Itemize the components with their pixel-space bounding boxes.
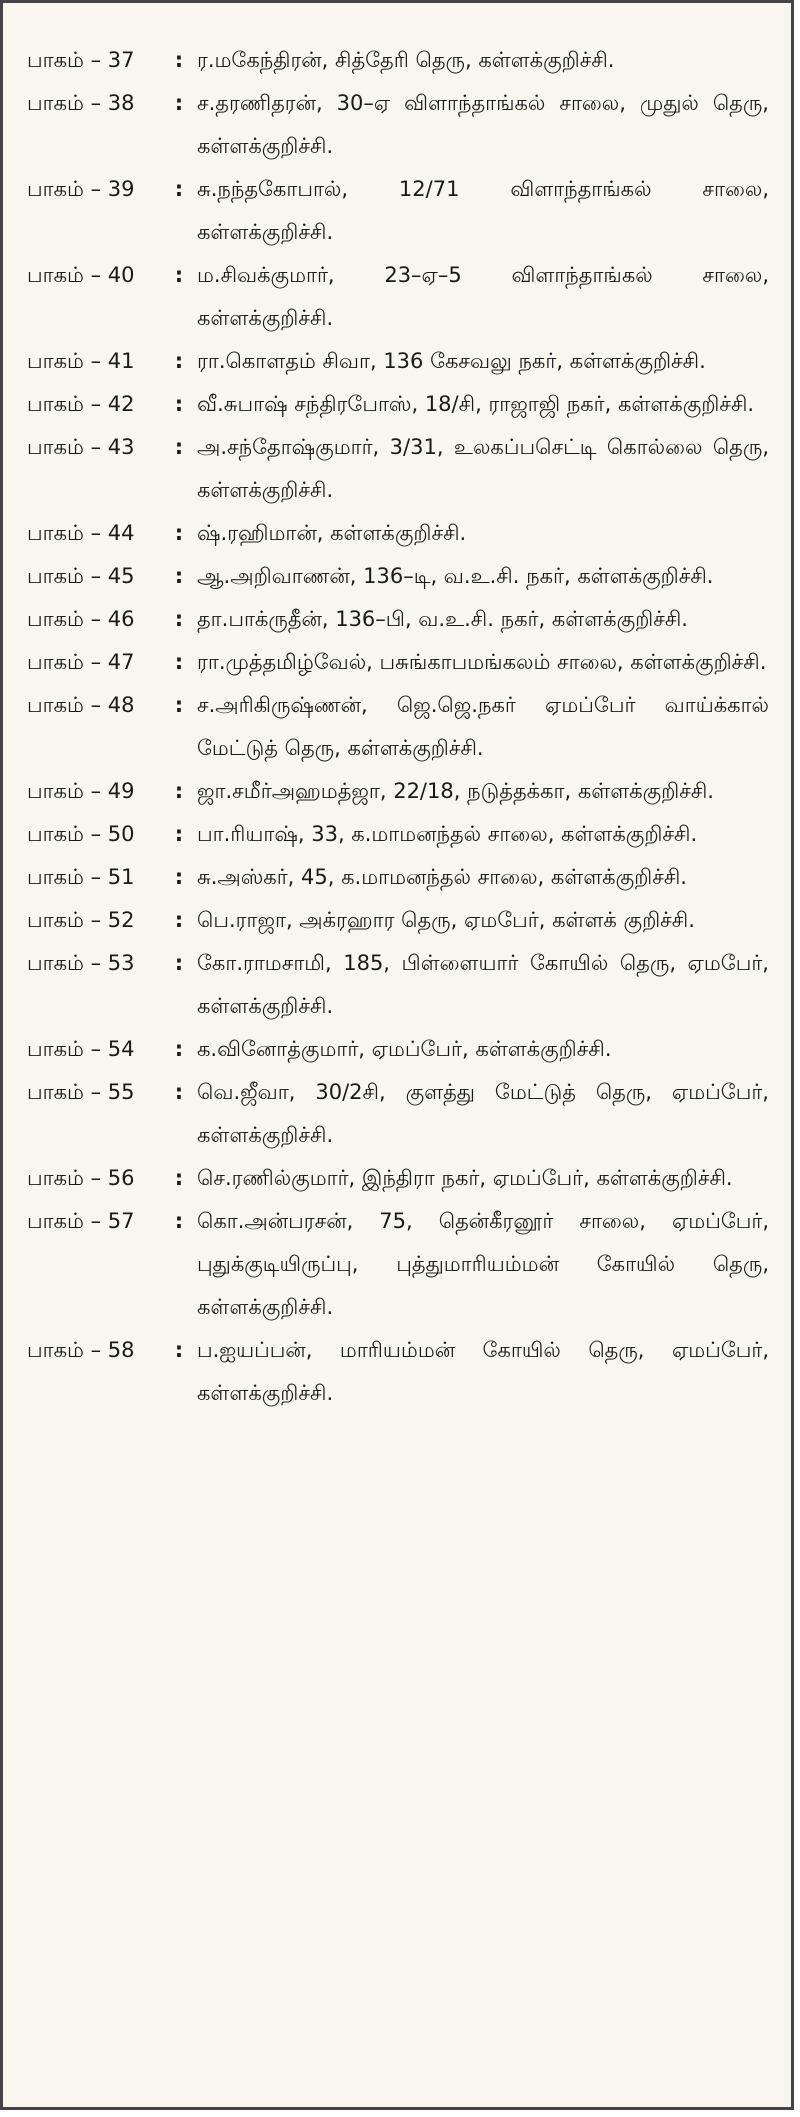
part-number: பாகம் – 41 — [27, 349, 135, 373]
list-item — [27, 684, 777, 770]
person-address: ரா.கொளதம் சிவா, 136 கேசவலு நகர், கள்ளக்குறிச்சி. — [197, 349, 706, 373]
separator: : — [174, 822, 184, 846]
list-item — [27, 82, 777, 168]
list-item — [27, 899, 777, 942]
person-address: ஷ்.ரஹிமான், கள்ளக்குறிச்சி. — [197, 521, 467, 545]
part-number: பாகம் – 52 — [27, 908, 135, 932]
separator: : — [174, 607, 184, 631]
part-number: பாகம் – 56 — [27, 1166, 135, 1190]
separator: : — [174, 908, 184, 932]
person-address: வெ.ஜீவா, 30/2சி, குளத்து மேட்டுத் தெரு, ஏமப்பேர், கள்ளக்குறிச்சி. — [197, 1080, 769, 1147]
part-number: பாகம் – 55 — [27, 1080, 135, 1104]
list-item — [27, 254, 777, 340]
separator: : — [174, 650, 184, 674]
list-item — [27, 856, 777, 899]
person-address: சு.நந்தகோபால், 12/71 விளாந்தாங்கல் சாலை, கள்ளக்குறிச்சி. — [197, 177, 769, 244]
separator: : — [174, 177, 184, 201]
separator: : — [174, 349, 184, 373]
person-address: ச.அரிகிருஷ்ணன், ஜெ.ஜெ.நகர் ஏமப்பேர் வாய்க்கால் மேட்டுத் தெரு, கள்ளக்குறிச்சி. — [197, 693, 769, 760]
person-address: பெ.ராஜா, அக்ரஹார தெரு, ஏமபேர், கள்ளக் குறிச்சி. — [197, 908, 695, 932]
separator: : — [174, 1080, 184, 1104]
list-item — [27, 1200, 777, 1329]
list-item — [27, 813, 777, 856]
person-address: கோ.ராமசாமி, 185, பிள்ளையார் கோயில் தெரு, ஏமபேர், கள்ளக்குறிச்சி. — [197, 951, 769, 1018]
person-address: சு.அஸ்கர், 45, க.மாமனந்தல் சாலை, கள்ளக்குறிச்சி. — [197, 865, 687, 889]
list-item — [27, 340, 777, 383]
person-address: க.வினோத்குமார், ஏமப்பேர், கள்ளக்குறிச்சி. — [197, 1037, 612, 1061]
separator: : — [174, 779, 184, 803]
person-address: பா.ரியாஷ், 33, க.மாமனந்தல் சாலை, கள்ளக்குறிச்சி. — [197, 822, 698, 846]
separator: : — [174, 48, 184, 72]
list-item — [27, 1329, 777, 1415]
part-number: பாகம் – 45 — [27, 564, 135, 588]
separator: : — [174, 1338, 184, 1362]
part-number: பாகம் – 48 — [27, 693, 135, 717]
list-item — [27, 1028, 777, 1071]
part-number: பாகம் – 53 — [27, 951, 135, 975]
part-number: பாகம் – 37 — [27, 48, 135, 72]
part-number: பாகம் – 51 — [27, 865, 135, 889]
part-number: பாகம் – 39 — [27, 177, 135, 201]
part-number: பாகம் – 46 — [27, 607, 135, 631]
person-address: ர.மகேந்திரன், சித்தேரி தெரு, கள்ளக்குறிச்சி. — [197, 48, 615, 72]
part-number: பாகம் – 57 — [27, 1209, 135, 1233]
part-list — [27, 39, 777, 1415]
list-item — [27, 1157, 777, 1200]
part-number: பாகம் – 49 — [27, 779, 135, 803]
person-address: கொ.அன்பரசன், 75, தென்கீரனூர் சாலை, ஏமப்பேர், புதுக்குடியிருப்பு, புத்துமாரியம்மன் கோயில் தெரு, கள்ளக்குறிச்சி. — [197, 1209, 769, 1319]
person-address: ம.சிவக்குமார், 23–ஏ–5 விளாந்தாங்கல் சாலை, கள்ளக்குறிச்சி. — [197, 263, 769, 330]
list-item — [27, 555, 777, 598]
separator: : — [174, 1209, 184, 1233]
person-address: ப.ஐயப்பன், மாரியம்மன் கோயில் தெரு, ஏமப்பேர், கள்ளக்குறிச்சி. — [197, 1338, 769, 1405]
separator: : — [174, 521, 184, 545]
separator: : — [174, 435, 184, 459]
separator: : — [174, 392, 184, 416]
person-address: ரா.முத்தமிழ்வேல், பசுங்காபமங்கலம் சாலை, கள்ளக்குறிச்சி. — [197, 650, 767, 674]
separator: : — [174, 1166, 184, 1190]
list-item — [27, 1071, 777, 1157]
part-number: பாகம் – 54 — [27, 1037, 135, 1061]
part-number: பாகம் – 47 — [27, 650, 135, 674]
list-item — [27, 426, 777, 512]
part-number: பாகம் – 44 — [27, 521, 135, 545]
list-item — [27, 383, 777, 426]
part-number: பாகம் – 40 — [27, 263, 135, 287]
list-item — [27, 39, 777, 82]
part-number: பாகம் – 43 — [27, 435, 135, 459]
part-number: பாகம் – 42 — [27, 392, 135, 416]
part-number: பாகம் – 38 — [27, 91, 135, 115]
list-item — [27, 641, 777, 684]
person-address: வீ.சுபாஷ் சந்திரபோஸ், 18/சி, ராஜாஜி நகர், கள்ளக்குறிச்சி. — [197, 392, 755, 416]
person-address: ஆ.அறிவாணன், 136–டி, வ.உ.சி. நகர், கள்ளக்குறிச்சி. — [197, 564, 714, 588]
list-item — [27, 168, 777, 254]
list-item — [27, 942, 777, 1028]
separator: : — [174, 693, 184, 717]
separator: : — [174, 951, 184, 975]
person-address: செ.ரணில்குமார், இந்திரா நகர், ஏமப்பேர், கள்ளக்குறிச்சி. — [197, 1166, 733, 1190]
separator: : — [174, 564, 184, 588]
person-address: தா.பாக்ருதீன், 136–பி, வ.உ.சி. நகர், கள்ளக்குறிச்சி. — [197, 607, 688, 631]
separator: : — [174, 263, 184, 287]
separator: : — [174, 91, 184, 115]
person-address: ச.தரணிதரன், 30–ஏ விளாந்தாங்கல் சாலை, முதுல் தெரு, கள்ளக்குறிச்சி. — [197, 91, 769, 158]
person-address: ஜா.சமீர்அஹமத்ஜா, 22/18, நடுத்தக்கா, கள்ளக்குறிச்சி. — [197, 779, 714, 803]
person-address: அ.சந்தோஷ்குமார், 3/31, உலகப்பசெட்டி கொல்லை தெரு, கள்ளக்குறிச்சி. — [197, 435, 769, 502]
separator: : — [174, 1037, 184, 1061]
part-number: பாகம் – 50 — [27, 822, 135, 846]
list-item — [27, 598, 777, 641]
separator: : — [174, 865, 184, 889]
part-number: பாகம் – 58 — [27, 1338, 135, 1362]
list-item — [27, 512, 777, 555]
list-item — [27, 770, 777, 813]
